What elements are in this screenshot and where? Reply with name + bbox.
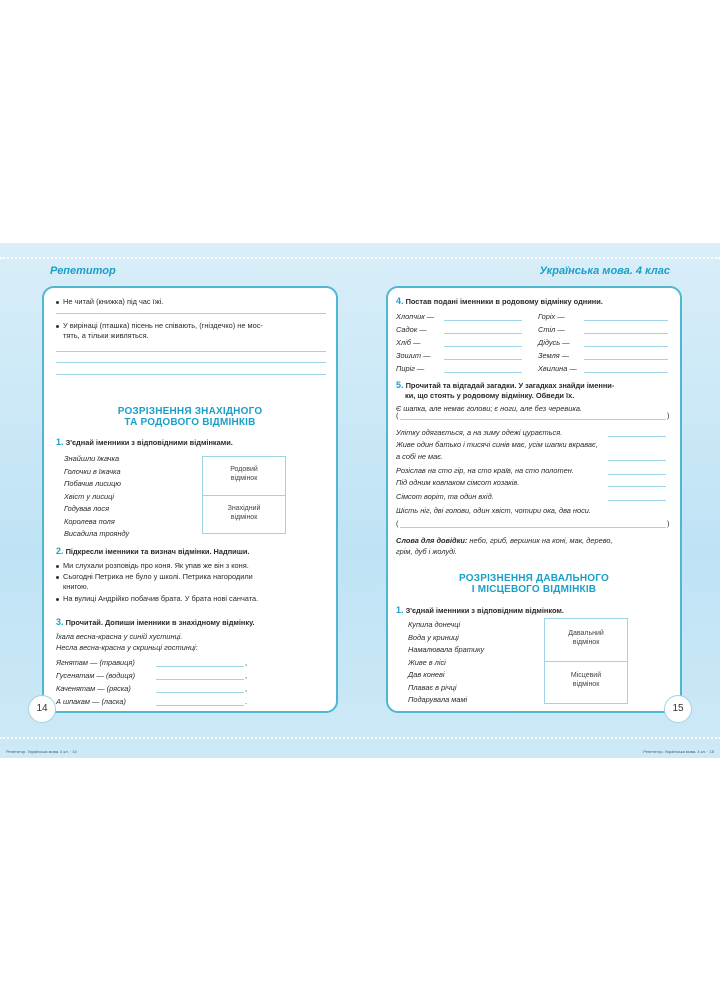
case-box-right[interactable]	[544, 618, 628, 704]
riddle-line: Сімсот воріт, та один вхід.	[396, 492, 494, 501]
answer-blank[interactable]	[584, 372, 668, 373]
task2-line: Сьогодні Петрика не було у школі. Петрика нагородили	[56, 572, 253, 581]
riddle-line: Шість ніг, дві голови, один хвіст, чотири ока, два носи.	[396, 506, 591, 515]
answer-paren: (	[396, 411, 399, 420]
fill-punct: .	[245, 697, 248, 706]
fill-label: А шпакам — (ласка)	[56, 697, 126, 706]
match-item[interactable]: Годував лося	[64, 504, 110, 513]
page-number-right: 15	[664, 695, 692, 723]
fill-punct: ,	[245, 684, 248, 693]
riddle-line: Є шапка, але немає голови; є ноги, але без черевика.	[396, 404, 582, 413]
match-item[interactable]: Подарувала мамі	[408, 695, 468, 704]
answer-blank[interactable]	[444, 372, 522, 373]
answer-blank[interactable]	[584, 320, 668, 321]
answer-blank[interactable]	[400, 527, 666, 528]
task3-line: Несла весна-красна у скриньці гостинці:	[56, 643, 198, 652]
answer-blank[interactable]	[400, 419, 666, 420]
answer-blank[interactable]	[444, 346, 522, 347]
match-item[interactable]: Купила донечці	[408, 620, 461, 629]
task1-heading: 1. З'єднай іменники з відповідними відмінками.	[56, 437, 233, 447]
match-item[interactable]: Королева поля	[64, 516, 115, 526]
answer-blank[interactable]	[444, 333, 522, 334]
match-item[interactable]: Дав коневі	[408, 670, 445, 679]
noun-label: Зошит —	[396, 351, 431, 360]
case-box[interactable]	[202, 456, 286, 534]
task4-heading: 4. Постав подані іменники в родовому відмінку однини.	[396, 296, 603, 306]
answer-blank[interactable]	[608, 486, 666, 487]
answer-blank[interactable]	[608, 474, 666, 475]
fill-punct: ,	[245, 671, 248, 680]
noun-label: Горіх —	[538, 312, 565, 321]
case-accusative: Знахідний відмінок	[227, 505, 261, 521]
fill-blank[interactable]	[156, 666, 244, 667]
task3-heading: 3. Прочитай. Допиши іменники в знахідному відмінку.	[56, 617, 255, 627]
bullet-line-cont: тять, а тільки живляться.	[63, 331, 149, 340]
noun-label: Стіл —	[538, 325, 565, 334]
task2-heading: 2. Підкресли іменники та визнач відмінки. Надпиши.	[56, 546, 250, 556]
noun-label: Садок —	[396, 325, 427, 334]
answer-blank[interactable]	[584, 346, 668, 347]
task5-heading: 5. Прочитай та відгадай загадки. У загадках знайди іменни-	[396, 380, 615, 390]
match-item[interactable]: Вода у криниці	[408, 632, 459, 642]
match-item[interactable]: Голочки в їжачка	[64, 466, 121, 476]
fill-blank[interactable]	[156, 679, 244, 680]
fill-blank[interactable]	[156, 705, 244, 706]
task2-line: На вулиці Андрійко побачив брата. У брата нові санчата.	[56, 594, 258, 603]
riddle-line: Під одним ковпаком сімсот козаків.	[396, 478, 520, 487]
noun-label: Хвилина —	[538, 364, 577, 373]
help-words-cont: грім, дуб і жолуді.	[396, 547, 457, 556]
answer-blank[interactable]	[444, 320, 522, 321]
answer-blank[interactable]	[584, 333, 668, 334]
match-item[interactable]: Живе в лісі	[408, 657, 446, 667]
riddle-line: Розіслав на сто гір, на сто країв, на сто полотен.	[396, 466, 574, 475]
noun-label: Дідусь —	[538, 338, 570, 347]
footer-left: Репетитор. Українська мова. 4 кл. · 14	[6, 749, 77, 754]
riddle-line: Живе один батько і тисячі синів має, усім шапки вкраває,	[396, 440, 598, 449]
section-title-1: РОЗРІЗНЕННЯ ЗНАХІДНОГО ТА РОДОВОГО ВІДМІНКІВ	[117, 406, 263, 428]
fill-label: Гусенятам — (водиця)	[56, 671, 136, 680]
match-item[interactable]: Знайшли їжачка	[64, 454, 120, 463]
riddle-line: Улітку одягається, а на зиму одежі цурається.	[396, 428, 563, 437]
task5-heading-cont: ки, що стоять у родовому відмінку. Обведи їх.	[405, 391, 575, 400]
answer-blank[interactable]	[444, 359, 522, 360]
textbook-spread	[0, 243, 720, 758]
fill-punct: ,	[245, 658, 248, 667]
case-locative: Місцевий відмінок	[570, 672, 602, 688]
bottom-dotted-border	[0, 737, 720, 739]
answer-blank[interactable]	[608, 436, 666, 437]
right-page	[386, 286, 682, 713]
page-number-left: 14	[28, 695, 56, 723]
fill-label: Ягнятам — (травиця)	[56, 658, 135, 667]
case-genitive: Родовий відмінок	[230, 466, 258, 482]
header-right: Українська мова. 4 клас	[539, 265, 670, 277]
task2-line: Ми слухали розповідь про коня. Як упав же він з коня.	[56, 561, 249, 570]
fill-label: Каченятам — (ряска)	[56, 684, 131, 693]
noun-label: Земля —	[538, 351, 570, 360]
bullet-line: У вирінаці (пташка) пісень не співають, (гніздечко) не мос-	[56, 321, 263, 330]
help-words: Слова для довідки: небо, гриб, вершник на коні, мак, дерево,	[396, 536, 613, 545]
answer-blank[interactable]	[584, 359, 668, 360]
riddle-line: а собі не має.	[396, 452, 443, 461]
match-item[interactable]: Побачив лисицю	[64, 479, 121, 488]
fill-blank[interactable]	[156, 692, 244, 693]
task2-line: книгою.	[63, 582, 89, 591]
match-item[interactable]: Висадила троянду	[64, 529, 130, 538]
section-title-2: РОЗРІЗНЕННЯ ДАВАЛЬНОГО І МІСЦЕВОГО ВІДМІНКІВ	[459, 573, 609, 595]
noun-label: Пиріг —	[396, 364, 425, 373]
answer-blank[interactable]	[608, 500, 666, 501]
match-item[interactable]: Плаває в річці	[408, 682, 457, 692]
left-page	[42, 286, 338, 713]
answer-blank[interactable]	[608, 460, 666, 461]
header-left: Репетитор	[50, 265, 116, 277]
case-dative: Давальний відмінок	[568, 630, 604, 646]
match-item[interactable]: Хвіст у лисиці	[64, 491, 115, 501]
answer-paren: )	[667, 411, 670, 420]
answer-paren: (	[396, 519, 399, 528]
noun-label: Хлопчик —	[396, 312, 435, 321]
answer-paren: )	[667, 519, 670, 528]
match-item[interactable]: Намалювала братику	[408, 645, 485, 654]
noun-label: Хліб —	[396, 338, 421, 347]
task3-line: Їхала весна-красна у синій хустинці.	[56, 632, 183, 641]
task1-heading-right: 1. З'єднай іменники з відповідним відмінком.	[396, 605, 564, 615]
bullet-line: Не читай (книжка) під час їжі.	[56, 297, 163, 306]
footer-right: Репетитор. Українська мова. 4 кл. · 15	[643, 749, 714, 754]
top-dotted-border	[0, 257, 720, 259]
